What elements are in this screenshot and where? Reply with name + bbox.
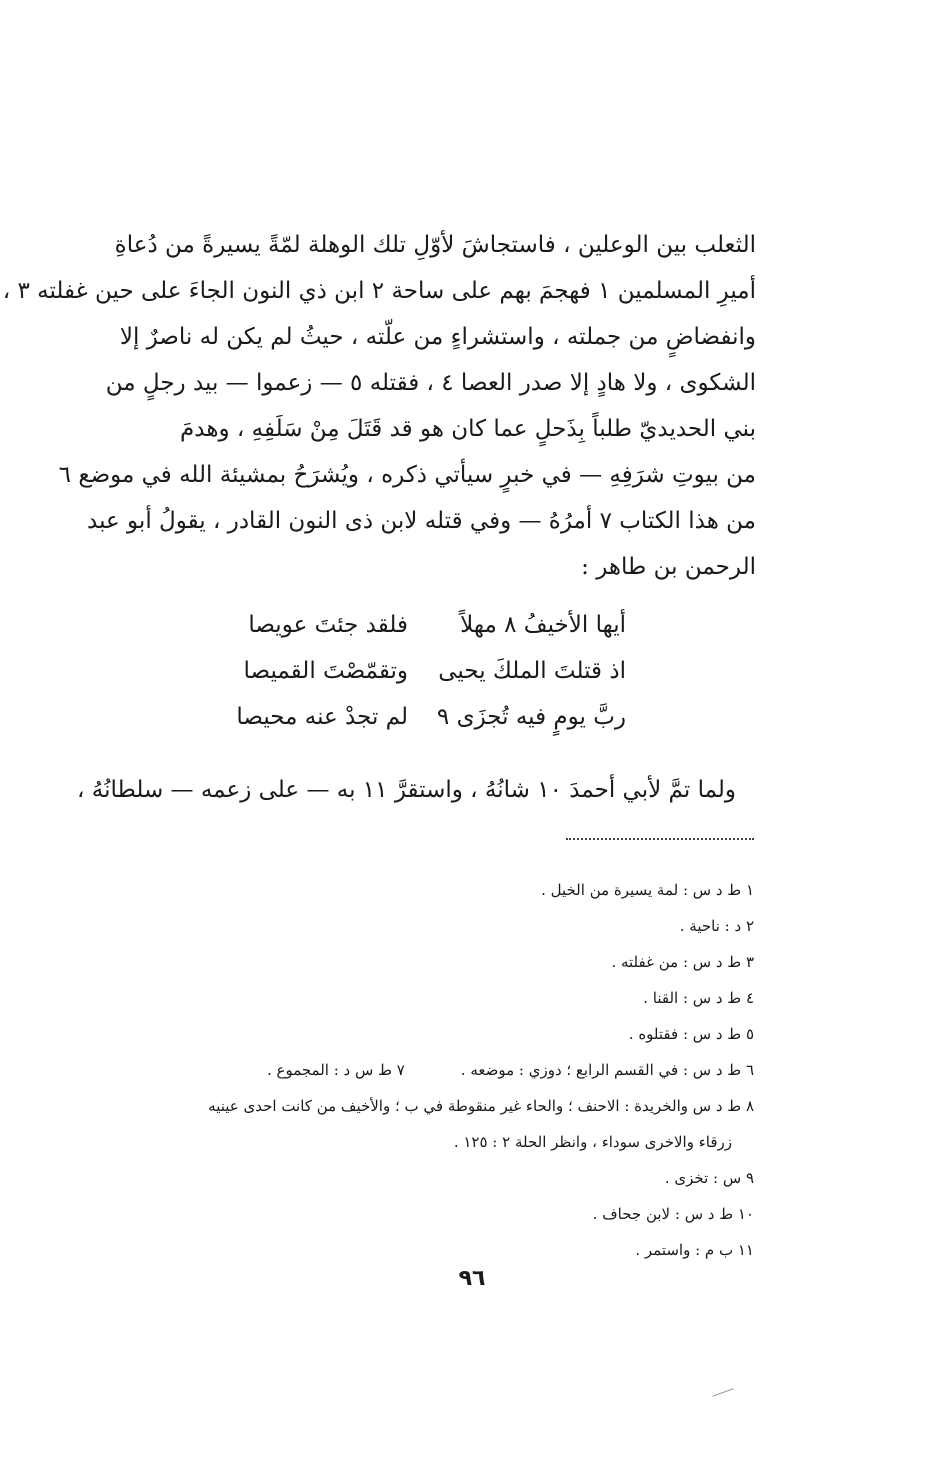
- body-line: وانفضاضٍ من جملته ، واستشراءٍ من علّته ، حيثُ لم يكن له ناصرٌ إلا: [119, 324, 756, 350]
- footnote: ٤ ط د س : القنا .: [643, 989, 754, 1007]
- footnote-continuation: زرقاء والاخرى سوداء ، وانظر الحلة ٢ : ١٢٥ .: [453, 1133, 732, 1151]
- poem: [206, 602, 626, 740]
- body-line: بني الحديديّ طلباً بِذَحلٍ عما كان هو قد قَتَلَ مِنْ سَلَفِهِ ، وهدمَ: [180, 416, 756, 442]
- footnote-pair: [54, 1052, 754, 1088]
- poem-verse: [206, 648, 626, 694]
- body-line: أميرِ المسلمين ١ فهجمَ بهم على ساحة ٢ ابن ذي النون الجاءَ على حين غفلته ٣ ،: [2, 278, 756, 304]
- body-text: [2, 222, 756, 590]
- footnote: ٦ ط د س : في القسم الرابع ؛ دوزي : موضعه .: [460, 1061, 754, 1079]
- verse-first-hemistich: ربَّ يومٍ فيه تُجزَى ٩: [436, 704, 626, 730]
- page-number: ٩٦: [458, 1266, 486, 1291]
- footnote: ٩ س : تخزى .: [664, 1169, 754, 1187]
- body-line: من هذا الكتاب ٧ أمرُهُ — وفي قتله لابن ذى النون القادر ، يقولُ أبو عبد: [87, 508, 756, 534]
- closing-line: ولما تمَّ لأبي أحمدَ ١٠ شانُهُ ، واستقرَّ ١١ به — على زعمه — سلطانُهُ ،: [77, 777, 736, 803]
- footnote: ٥ ط د س : فقتلوه .: [628, 1025, 754, 1043]
- footnote: ١ ط د س : لمة يسيرة من الخيل .: [541, 881, 754, 899]
- footnote: ٧ ط س د : المجموع .: [266, 1061, 405, 1079]
- body-line: الرحمن بن طاهر :: [581, 554, 756, 580]
- verse-first-hemistich: أيها الأخيفُ ٨ مهلاً: [460, 612, 626, 638]
- footnote: ١٠ ط د س : لابن جحاف .: [592, 1205, 754, 1223]
- footnote: ٨ ط د س والخريدة : الاحنف ؛ والحاء غير منقوطة في ب ؛ والأخيف من كانت احدى عينيه: [208, 1097, 754, 1115]
- body-line: من بيوتِ شرَفِهِ — في خبرٍ سيأتي ذكره ، ويُشرَحُ بمشيئة الله في موضع ٦: [58, 462, 756, 488]
- body-line: الشكوى ، ولا هادٍ إلا صدر العصا ٤ ، فقتله ٥ — زعموا — بيد رجلٍ من: [105, 370, 756, 396]
- footnote: ١١ ب م : واستمر .: [635, 1241, 754, 1259]
- footnote-divider: [566, 838, 754, 840]
- verse-second-hemistich: فلقد جئتَ عويصا: [248, 612, 408, 638]
- verse-first-hemistich: اذ قتلتَ الملكَ يحيى: [438, 658, 626, 684]
- footnote: ٢ د : ناحية .: [679, 917, 754, 935]
- scan-mark: [712, 1388, 733, 1396]
- poem-verse: [206, 694, 626, 740]
- poem-verse: [206, 602, 626, 648]
- verse-second-hemistich: وتقمّصْتَ القميصا: [243, 658, 408, 684]
- body-line: الثعلب بين الوعلين ، فاستجاشَ لأوّلِ تلك الوهلة لمّةً يسيرةً من دُعاةِ: [114, 232, 756, 258]
- footnote: ٣ ط د س : من غفلته .: [611, 953, 754, 971]
- footnotes: [54, 872, 754, 1268]
- verse-second-hemistich: لم تجدْ عنه محيصا: [236, 704, 408, 730]
